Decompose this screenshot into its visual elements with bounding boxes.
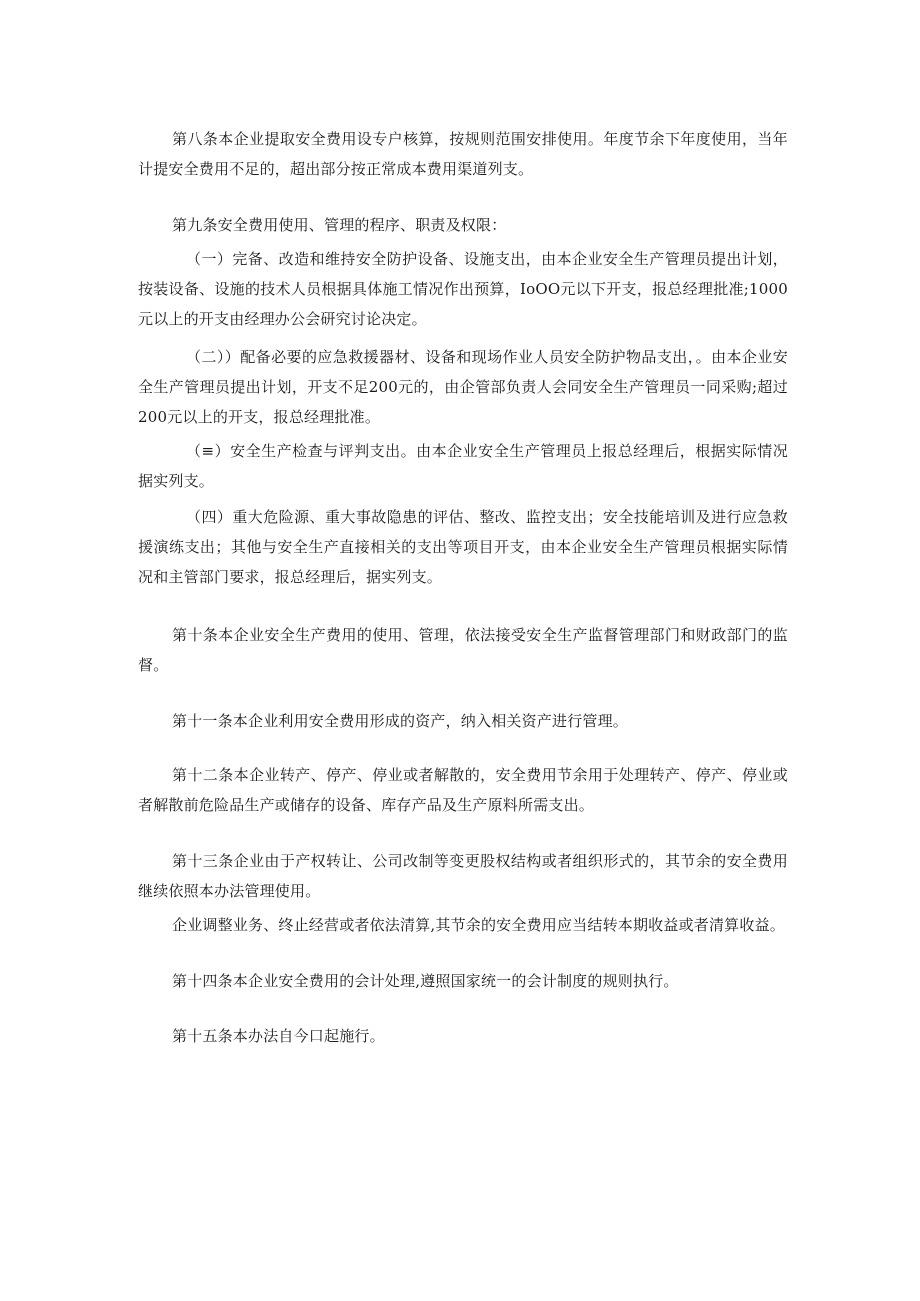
article-9-item-2: （二））配备必要的应急救援器材、设备和现场作业人员安全防护物品支出，。由本企业安全生产管理员提出计划，开支不足200元的，由企管部负责人会同安全生产管理员一同采购;超过200元以上的开支，报总经理批准。 [138, 348, 788, 426]
article-9-item-4: （四）重大危险源、重大事故隐患的评估、整改、监控支出；安全技能培训及进行应急救援演练支出；其他与安全生产直接相关的支出等项目开支，由本企业安全生产管理员根据实际情况和主管部门要求，报总经理后，据实列支。 [138, 508, 788, 586]
article-11-paragraph: 第十一条本企业利用安全费用形成的资产，纳入相关资产进行管理。 [172, 712, 629, 730]
article-13-supplement: 企业调整业务、终止经营或者依法清算,其节余的安全费用应当结转本期收益或者清算收益。 [172, 916, 785, 934]
article-8-paragraph: 第八条本企业提取安全费用设专户核算，按规则范围安排使用。年度节余下年度使用，当年计提安全费用不足的，超出部分按正常成本费用渠道列支。 [138, 130, 788, 178]
article-10-paragraph: 第十条本企业安全生产费用的使用、管理，依法接受安全生产监督管理部门和财政部门的监督。 [138, 626, 788, 674]
article-12-paragraph: 第十二条本企业转产、停产、停业或者解散的，安全费用节余用于处理转产、停产、停业或者解散前危险品生产或储存的设备、库存产品及生产原料所需支出。 [138, 766, 788, 814]
article-15-paragraph: 第十五条本办法自今口起施行。 [172, 1027, 385, 1045]
article-13-paragraph: 第十三条企业由于产权转让、公司改制等变更股权结构或者组织形式的，其节余的安全费用继续依照本办法管理使用。 [138, 852, 788, 900]
article-9-item-1: （一）完备、改造和维持安全防护设备、设施支出，由本企业安全生产管理员提出计划，按装设备、设施的技术人员根据具体施工情况作出预算，IoOO元以下开支，报总经理批准;1000元以上的开支由经理办公会研究讨论决定。 [138, 250, 788, 328]
article-9-paragraph: 第九条安全费用使用、管理的程序、职责及权限： [172, 216, 507, 234]
article-14-paragraph: 第十四条本企业安全费用的会计处理,遵照国家统一的会计制度的规则执行。 [172, 972, 679, 990]
article-9-item-3: （≡）安全生产检查与评判支出。由本企业安全生产管理员上报总经理后，根据实际情况据实列支。 [138, 442, 788, 490]
